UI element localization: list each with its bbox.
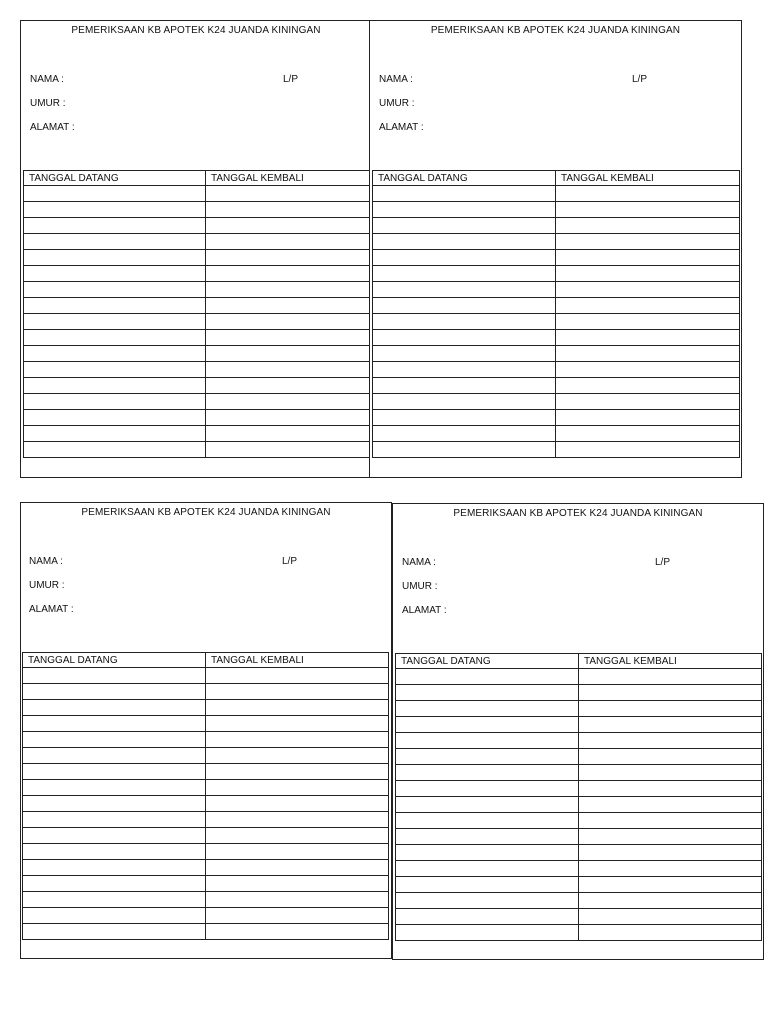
tanggal-kembali-cell[interactable] [556,410,740,426]
table-row [396,845,762,861]
tanggal-datang-cell[interactable] [373,426,556,442]
tanggal-kembali-cell[interactable] [206,218,371,234]
tanggal-kembali-cell[interactable] [579,797,762,813]
table-row [24,314,371,330]
tanggal-datang-cell[interactable] [396,845,579,861]
column-header-tanggal-kembali: TANGGAL KEMBALI [556,171,740,186]
table-row [396,717,762,733]
tanggal-kembali-cell[interactable] [206,426,371,442]
tanggal-datang-cell[interactable] [373,362,556,378]
tanggal-kembali-cell[interactable] [206,378,371,394]
table-header-row [23,653,389,668]
tanggal-datang-cell[interactable] [23,860,206,876]
tanggal-datang-cell[interactable] [24,298,206,314]
tanggal-datang-cell[interactable] [373,250,556,266]
tanggal-kembali-cell[interactable] [206,828,389,844]
card-title: PEMERIKSAAN KB APOTEK K24 JUANDA KININGAN [453,508,703,519]
tanggal-kembali-cell[interactable] [206,876,389,892]
table-row [24,266,371,282]
tanggal-kembali-cell[interactable] [206,266,371,282]
table-row [373,346,740,362]
tanggal-kembali-cell[interactable] [206,250,371,266]
tanggal-datang-cell[interactable] [396,717,579,733]
tanggal-datang-cell[interactable] [396,765,579,781]
tanggal-datang-cell[interactable] [24,250,206,266]
tanggal-datang-cell[interactable] [23,796,206,812]
column-header-tanggal-kembali: TANGGAL KEMBALI [579,654,762,669]
tanggal-kembali-cell[interactable] [579,701,762,717]
table-row [373,218,740,234]
table-row [23,748,389,764]
tanggal-datang-cell[interactable] [23,764,206,780]
tanggal-datang-cell[interactable] [396,813,579,829]
tanggal-datang-cell[interactable] [373,314,556,330]
tanggal-kembali-cell[interactable] [579,861,762,877]
tanggal-datang-cell[interactable] [24,410,206,426]
card-title: PEMERIKSAAN KB APOTEK K24 JUANDA KININGAN [430,25,681,36]
tanggal-kembali-cell[interactable] [206,844,389,860]
table-row [373,250,740,266]
table-row [23,668,389,684]
tanggal-kembali-cell[interactable] [556,266,740,282]
table-row [23,684,389,700]
table-row [24,218,371,234]
tanggal-kembali-cell[interactable] [206,202,371,218]
tanggal-kembali-cell[interactable] [579,813,762,829]
table-header-row [24,171,371,186]
table-row [24,426,371,442]
tanggal-datang-cell[interactable] [373,266,556,282]
tanggal-kembali-cell[interactable] [556,362,740,378]
table-row [373,362,740,378]
tanggal-kembali-cell[interactable] [556,330,740,346]
tanggal-kembali-cell[interactable] [556,250,740,266]
table-row [24,362,371,378]
table-row [23,828,389,844]
table-row [396,685,762,701]
tanggal-datang-cell[interactable] [396,701,579,717]
visit-table [23,170,371,458]
column-header-tanggal-kembali: TANGGAL KEMBALI [206,171,371,186]
lp-label: L/P [283,74,299,85]
tanggal-kembali-cell[interactable] [206,716,389,732]
tanggal-kembali-cell[interactable] [206,668,389,684]
tanggal-kembali-cell[interactable] [206,394,371,410]
alamat-label: ALAMAT : [29,604,74,615]
tanggal-datang-cell[interactable] [24,442,206,458]
umur-label: UMUR : [402,581,438,592]
tanggal-kembali-cell[interactable] [556,394,740,410]
tanggal-datang-cell[interactable] [396,861,579,877]
umur-label: UMUR : [379,98,415,109]
nama-label: NAMA : [30,74,64,85]
tanggal-datang-cell[interactable] [373,202,556,218]
tanggal-datang-cell[interactable] [396,925,579,941]
tanggal-datang-cell[interactable] [23,780,206,796]
table-row [373,410,740,426]
table-row [24,330,371,346]
tanggal-datang-cell[interactable] [24,186,206,202]
card-title: PEMERIKSAAN KB APOTEK K24 JUANDA KININGAN [81,507,331,518]
table-row [23,796,389,812]
column-header-tanggal-datang: TANGGAL DATANG [373,171,556,186]
tanggal-datang-cell[interactable] [396,909,579,925]
nama-label: NAMA : [29,556,63,567]
tanggal-kembali-cell[interactable] [579,925,762,941]
tanggal-kembali-cell[interactable] [579,909,762,925]
tanggal-kembali-cell[interactable] [556,202,740,218]
table-row [24,378,371,394]
tanggal-kembali-cell[interactable] [556,442,740,458]
tanggal-datang-cell[interactable] [373,282,556,298]
tanggal-datang-cell[interactable] [23,700,206,716]
tanggal-kembali-cell[interactable] [556,282,740,298]
tanggal-kembali-cell[interactable] [206,362,371,378]
tanggal-kembali-cell[interactable] [556,186,740,202]
table-row [373,426,740,442]
visit-table [22,652,389,940]
tanggal-datang-cell[interactable] [396,893,579,909]
tanggal-datang-cell[interactable] [396,669,579,685]
tanggal-kembali-cell[interactable] [206,812,389,828]
tanggal-kembali-cell[interactable] [579,717,762,733]
tanggal-datang-cell[interactable] [24,266,206,282]
tanggal-datang-cell[interactable] [373,218,556,234]
tanggal-kembali-cell[interactable] [579,829,762,845]
table-row [24,186,371,202]
table-row [24,442,371,458]
tanggal-kembali-cell[interactable] [206,780,389,796]
tanggal-kembali-cell[interactable] [206,346,371,362]
tanggal-datang-cell[interactable] [24,234,206,250]
tanggal-datang-cell[interactable] [373,442,556,458]
tanggal-datang-cell[interactable] [23,844,206,860]
tanggal-datang-cell[interactable] [23,828,206,844]
table-row [24,250,371,266]
lp-label: L/P [655,557,671,568]
tanggal-datang-cell[interactable] [23,748,206,764]
tanggal-kembali-cell[interactable] [206,330,371,346]
tanggal-datang-cell[interactable] [373,298,556,314]
table-row [23,700,389,716]
table-row [396,909,762,925]
umur-label: UMUR : [29,580,65,591]
table-row [23,908,389,924]
tanggal-kembali-cell[interactable] [206,298,371,314]
tanggal-datang-cell[interactable] [396,781,579,797]
tanggal-datang-cell[interactable] [24,346,206,362]
tanggal-datang-cell[interactable] [396,733,579,749]
table-row [396,829,762,845]
tanggal-datang-cell[interactable] [373,234,556,250]
tanggal-kembali-cell[interactable] [206,314,371,330]
tanggal-datang-cell[interactable] [373,410,556,426]
tanggal-kembali-cell[interactable] [579,877,762,893]
tanggal-kembali-cell[interactable] [579,765,762,781]
tanggal-kembali-cell[interactable] [556,314,740,330]
tanggal-kembali-cell[interactable] [579,845,762,861]
table-row [23,780,389,796]
tanggal-kembali-cell[interactable] [206,892,389,908]
tanggal-kembali-cell[interactable] [556,218,740,234]
tanggal-kembali-cell[interactable] [579,781,762,797]
tanggal-kembali-cell[interactable] [206,860,389,876]
tanggal-datang-cell[interactable] [373,394,556,410]
table-row [373,378,740,394]
column-header-tanggal-kembali: TANGGAL KEMBALI [206,653,389,668]
tanggal-datang-cell[interactable] [23,908,206,924]
table-row [23,844,389,860]
lp-label: L/P [282,556,298,567]
tanggal-datang-cell[interactable] [23,668,206,684]
tanggal-kembali-cell[interactable] [206,700,389,716]
tanggal-kembali-cell[interactable] [206,442,371,458]
kb-card-1 [20,20,372,478]
nama-label: NAMA : [402,557,436,568]
table-row [23,892,389,908]
tanggal-kembali-cell[interactable] [206,282,371,298]
table-row [23,764,389,780]
nama-label: NAMA : [379,74,413,85]
visit-table [372,170,740,458]
tanggal-kembali-cell[interactable] [579,893,762,909]
column-header-tanggal-datang: TANGGAL DATANG [23,653,206,668]
tanggal-kembali-cell[interactable] [206,924,389,940]
alamat-label: ALAMAT : [30,122,75,133]
tanggal-datang-cell[interactable] [396,877,579,893]
table-row [373,298,740,314]
tanggal-kembali-cell[interactable] [206,908,389,924]
tanggal-kembali-cell[interactable] [206,186,371,202]
table-row [396,749,762,765]
tanggal-datang-cell[interactable] [23,892,206,908]
tanggal-datang-cell[interactable] [396,829,579,845]
table-row [373,282,740,298]
table-row [24,234,371,250]
table-row [24,394,371,410]
visit-table [395,653,762,941]
tanggal-kembali-cell[interactable] [206,684,389,700]
table-row [373,266,740,282]
tanggal-kembali-cell[interactable] [556,346,740,362]
table-row [23,876,389,892]
table-row [23,732,389,748]
table-row [373,314,740,330]
table-row [24,282,371,298]
alamat-label: ALAMAT : [402,605,447,616]
tanggal-datang-cell[interactable] [23,924,206,940]
tanggal-datang-cell[interactable] [23,876,206,892]
table-row [373,394,740,410]
tanggal-kembali-cell[interactable] [556,426,740,442]
kb-card-4 [392,503,764,960]
alamat-label: ALAMAT : [379,122,424,133]
table-row [396,781,762,797]
table-row [396,765,762,781]
tanggal-datang-cell[interactable] [373,346,556,362]
table-row [23,812,389,828]
tanggal-datang-cell[interactable] [396,685,579,701]
tanggal-kembali-cell[interactable] [206,764,389,780]
table-row [396,701,762,717]
table-row [24,202,371,218]
tanggal-kembali-cell[interactable] [206,234,371,250]
tanggal-datang-cell[interactable] [24,378,206,394]
tanggal-datang-cell[interactable] [23,684,206,700]
tanggal-datang-cell[interactable] [24,282,206,298]
table-row [373,234,740,250]
table-row [396,893,762,909]
tanggal-kembali-cell[interactable] [206,748,389,764]
tanggal-datang-cell[interactable] [23,812,206,828]
tanggal-kembali-cell[interactable] [556,234,740,250]
tanggal-datang-cell[interactable] [24,314,206,330]
table-row [24,410,371,426]
table-row [396,813,762,829]
table-row [23,860,389,876]
table-row [396,669,762,685]
kb-card-2 [369,20,742,478]
tanggal-kembali-cell[interactable] [206,796,389,812]
table-row [373,202,740,218]
tanggal-kembali-cell[interactable] [579,749,762,765]
table-row [396,733,762,749]
tanggal-kembali-cell[interactable] [206,410,371,426]
card-title: PEMERIKSAAN KB APOTEK K24 JUANDA KININGAN [71,25,321,36]
tanggal-kembali-cell[interactable] [579,669,762,685]
column-header-tanggal-datang: TANGGAL DATANG [396,654,579,669]
tanggal-kembali-cell[interactable] [579,685,762,701]
table-row [396,925,762,941]
table-row [23,924,389,940]
table-row [23,716,389,732]
table-header-row [373,171,740,186]
table-row [24,346,371,362]
tanggal-kembali-cell[interactable] [579,733,762,749]
tanggal-datang-cell[interactable] [24,362,206,378]
column-header-tanggal-datang: TANGGAL DATANG [24,171,206,186]
table-row [396,797,762,813]
table-row [24,298,371,314]
umur-label: UMUR : [30,98,66,109]
tanggal-kembali-cell[interactable] [556,378,740,394]
tanggal-datang-cell[interactable] [373,186,556,202]
table-row [373,442,740,458]
tanggal-datang-cell[interactable] [24,394,206,410]
tanggal-datang-cell[interactable] [396,797,579,813]
kb-card-3 [20,502,392,959]
tanggal-datang-cell[interactable] [373,378,556,394]
table-row [396,877,762,893]
tanggal-datang-cell[interactable] [24,218,206,234]
table-header-row [396,654,762,669]
tanggal-datang-cell[interactable] [24,426,206,442]
tanggal-datang-cell[interactable] [396,749,579,765]
table-row [373,186,740,202]
tanggal-datang-cell[interactable] [373,330,556,346]
lp-label: L/P [632,74,648,85]
tanggal-kembali-cell[interactable] [556,298,740,314]
tanggal-datang-cell[interactable] [24,330,206,346]
tanggal-kembali-cell[interactable] [206,732,389,748]
table-row [396,861,762,877]
tanggal-datang-cell[interactable] [24,202,206,218]
table-row [373,330,740,346]
tanggal-datang-cell[interactable] [23,716,206,732]
tanggal-datang-cell[interactable] [23,732,206,748]
